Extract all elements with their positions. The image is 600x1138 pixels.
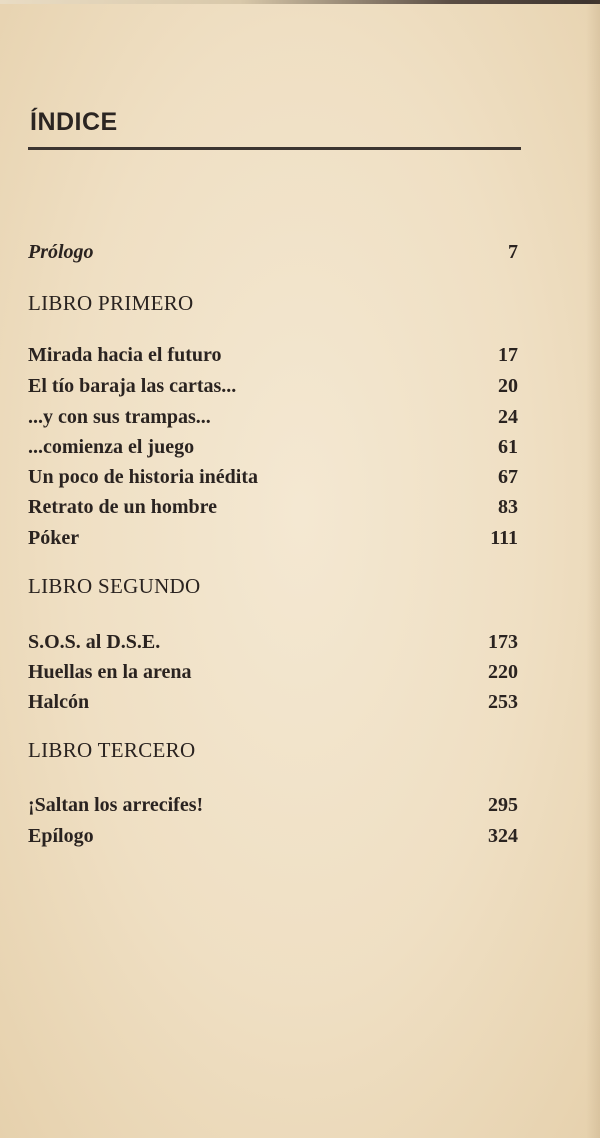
toc-entry-title: Huellas en la arena: [28, 661, 192, 683]
toc-entry-page: 7: [508, 241, 518, 263]
toc-entry[interactable]: [28, 688, 518, 716]
toc-entry[interactable]: [28, 341, 518, 369]
toc-entry[interactable]: [28, 791, 518, 819]
toc-entry[interactable]: [28, 372, 518, 400]
toc-entry-title: S.O.S. al D.S.E.: [28, 631, 161, 653]
toc-entry-title: Epílogo: [28, 825, 94, 847]
toc-entry[interactable]: [28, 493, 518, 521]
toc-entry[interactable]: [28, 433, 518, 461]
toc-entry-page: 67: [498, 466, 518, 488]
toc-entry-title: El tío baraja las cartas...: [28, 375, 237, 397]
toc-entry-title: Póker: [28, 527, 80, 549]
toc-entry-page: 295: [488, 794, 518, 816]
toc-entry-title: Prólogo: [28, 241, 94, 263]
toc-entry-title: Halcón: [28, 691, 90, 713]
toc-entry[interactable]: [28, 822, 518, 850]
toc-entry-title: Mirada hacia el futuro: [28, 344, 222, 366]
toc-entry-page: 17: [498, 344, 518, 366]
page-top-edge: [0, 0, 600, 4]
toc-entry-page: 220: [488, 661, 518, 683]
toc-entry-page: 20: [498, 375, 518, 397]
index-heading: ÍNDICE: [30, 108, 118, 136]
toc-entry-title: Un poco de historia inédita: [28, 466, 259, 488]
toc-entry[interactable]: [28, 463, 518, 491]
toc-entry[interactable]: [28, 628, 518, 656]
page-spine-shadow: [586, 0, 600, 1138]
toc-entry-page: 83: [498, 496, 518, 518]
toc-entry-page: 61: [498, 436, 518, 458]
toc-entry[interactable]: [28, 658, 518, 686]
toc-entry[interactable]: [28, 403, 518, 431]
section-title-book1: LIBRO PRIMERO: [28, 291, 194, 315]
heading-rule: [28, 147, 521, 150]
toc-entry-page: 24: [498, 406, 518, 428]
toc-entry-page: 111: [490, 527, 518, 549]
toc-entry-title: Retrato de un hombre: [28, 496, 218, 518]
toc-entry-page: 324: [488, 825, 518, 847]
toc-entry-page: 173: [488, 631, 518, 653]
section-title-book2: LIBRO SEGUNDO: [28, 574, 201, 598]
toc-entry-page: 253: [488, 691, 518, 713]
toc-entry-prologue[interactable]: [28, 238, 518, 266]
toc-entry[interactable]: [28, 524, 518, 552]
toc-entry-title: ...comienza el juego: [28, 436, 195, 458]
section-title-book3: LIBRO TERCERO: [28, 738, 196, 762]
toc-entry-title: ¡Saltan los arrecifes!: [28, 794, 204, 816]
toc-entry-title: ...y con sus trampas...: [28, 406, 211, 428]
